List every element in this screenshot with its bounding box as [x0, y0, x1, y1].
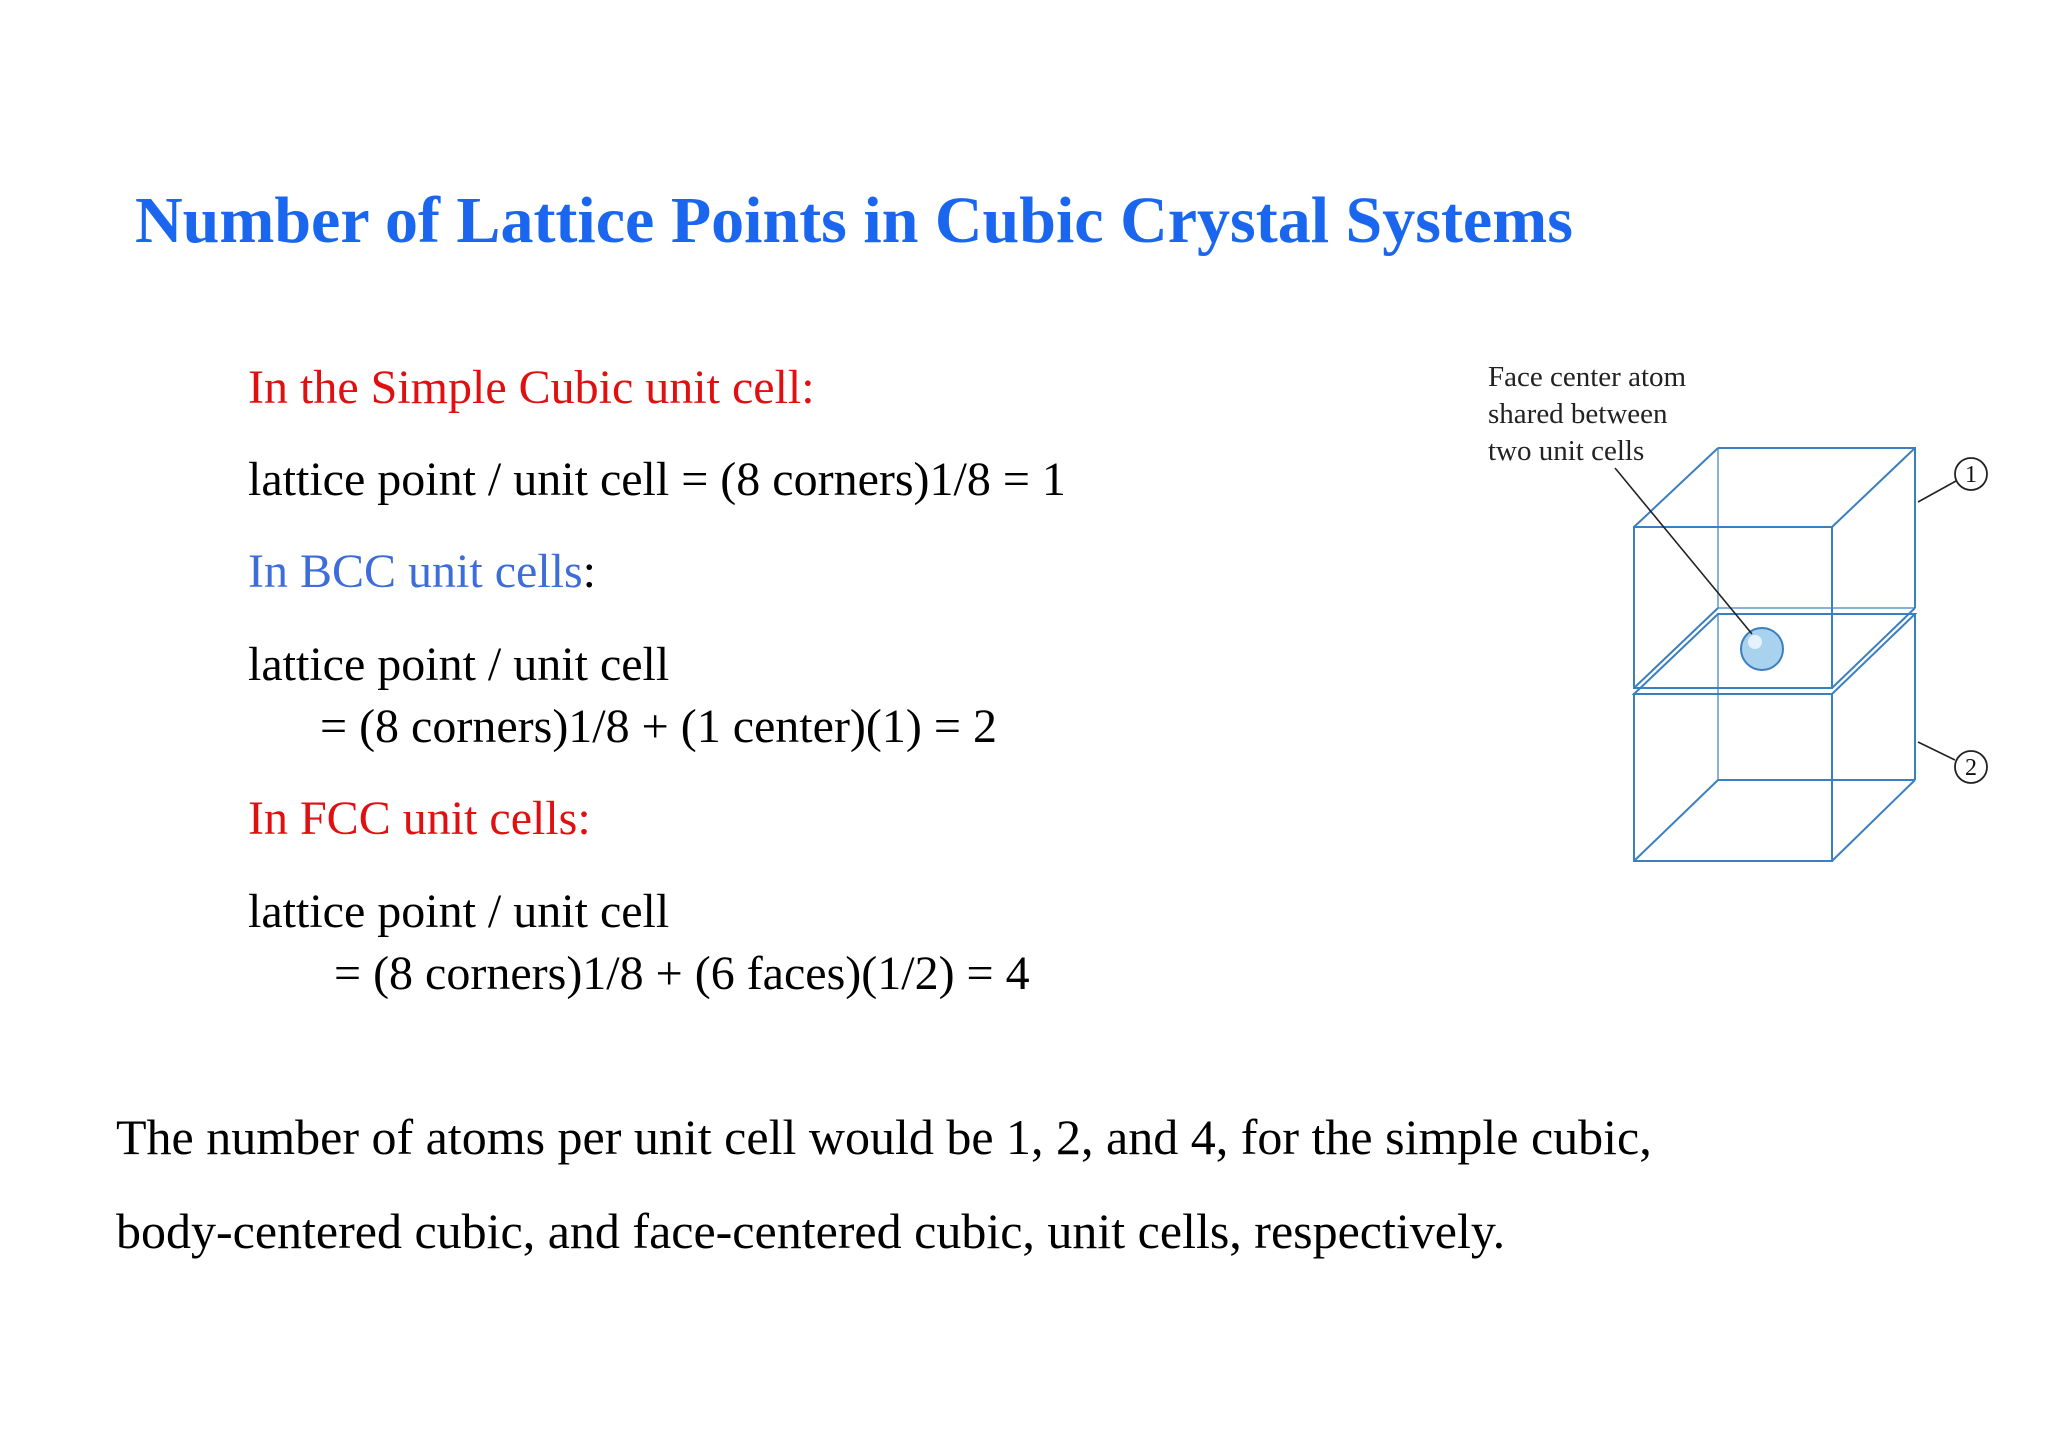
fcc-heading: In FCC unit cells:	[248, 792, 591, 845]
upper-depth-edge-tl	[1634, 448, 1718, 527]
bcc-heading: In BCC unit cells	[248, 545, 583, 598]
fcc-formula-line2: = (8 corners)1/8 + (6 faces)(1/2) = 4	[334, 947, 1030, 1000]
upper-depth-edge-bl	[1634, 608, 1718, 688]
simple-cubic-heading: In the Simple Cubic unit cell:	[248, 361, 815, 414]
marker-2-leader	[1918, 742, 1955, 760]
marker-1-label: 1	[1965, 462, 1977, 488]
slide-title: Number of Lattice Points in Cubic Crystal Systems	[135, 184, 1573, 257]
figure-caption-line3: two unit cells	[1488, 435, 1645, 467]
caption-leader-line	[1615, 468, 1752, 634]
marker-2-label: 2	[1965, 755, 1977, 781]
upper-depth-edge-br	[1832, 608, 1915, 688]
marker-1-leader	[1918, 481, 1956, 502]
face-center-atom	[1741, 628, 1783, 670]
summary-line2: body-centered cubic, and face-centered cubic, unit cells, respectively.	[116, 1203, 1506, 1259]
lower-cell-front-face	[1634, 694, 1832, 861]
simple-cubic-formula: lattice point / unit cell = (8 corners)1/8 = 1	[248, 453, 1066, 506]
fcc-formula-line1: lattice point / unit cell	[248, 885, 670, 938]
upper-depth-edge-tr	[1832, 448, 1915, 527]
figure-caption-line1: Face center atom	[1488, 361, 1687, 393]
lower-depth-edge-br	[1832, 780, 1915, 861]
lower-depth-edge-bl	[1634, 780, 1718, 861]
atom-highlight	[1748, 635, 1762, 649]
unit-cell-figure	[1470, 350, 2030, 890]
bcc-heading-line	[248, 545, 597, 598]
stacked-unit-cells-diagram	[1470, 350, 2030, 890]
bcc-formula-line1: lattice point / unit cell	[248, 638, 670, 691]
bcc-formula-line2: = (8 corners)1/8 + (1 center)(1) = 2	[320, 700, 997, 753]
bcc-heading-colon: :	[582, 545, 597, 598]
figure-caption-line2: shared between	[1488, 398, 1668, 430]
summary-line1: The number of atoms per unit cell would be 1, 2, and 4, for the simple cubic,	[116, 1109, 1652, 1165]
